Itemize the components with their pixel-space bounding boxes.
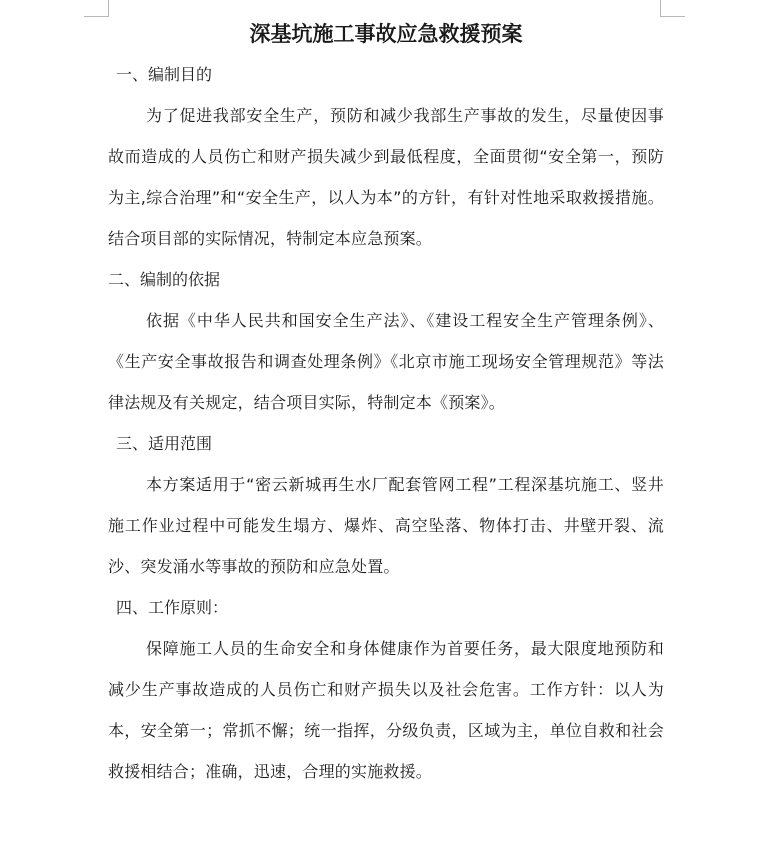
section-paragraph: 依据《中华人民共和国安全生产法》、《建设工程安全生产管理条例》、《生产安全事故报告和调查处理条例》《北京市施工现场安全管理规范》等法律法规及有关规定，结合项目实际，特制定本《预案》。 xyxy=(108,311,664,412)
section-heading: 二、编制的依据 xyxy=(108,270,221,289)
section-heading: 四、工作原则： xyxy=(116,598,229,617)
document-page xyxy=(108,14,664,792)
page-corner-mark-left xyxy=(84,0,109,17)
section-paragraph: 为了促进我部安全生产，预防和减少我部生产事故的发生，尽量使因事故而造成的人员伤亡和财产损失减少到最低程度，全面贯彻“安全第一，预防为主,综合治理”和“安全生产，以人为本”的方针，有针对性地采取救援措施。结合项目部的实际情况，特制定本应急预案。 xyxy=(108,106,664,248)
section-heading: 一、编制目的 xyxy=(116,65,213,84)
section-paragraph: 本方案适用于“密云新城再生水厂配套管网工程”工程深基坑施工、竖井施工作业过程中可能发生塌方、爆炸、高空坠落、物体打击、井壁开裂、流沙、突发涌水等事故的预防和应急处置。 xyxy=(108,475,664,576)
document-title: 深基坑施工事故应急救援预案 xyxy=(249,21,523,46)
section-paragraph: 保障施工人员的生命安全和身体健康作为首要任务，最大限度地预防和减少生产事故造成的人员伤亡和财产损失以及社会危害。工作方针：以人为本，安全第一；常抓不懈；统一指挥，分级负责，区域为主，单位自救和社会救援相结合；准确，迅速，合理的实施救援。 xyxy=(108,639,664,781)
section-heading: 三、适用范围 xyxy=(116,434,213,453)
